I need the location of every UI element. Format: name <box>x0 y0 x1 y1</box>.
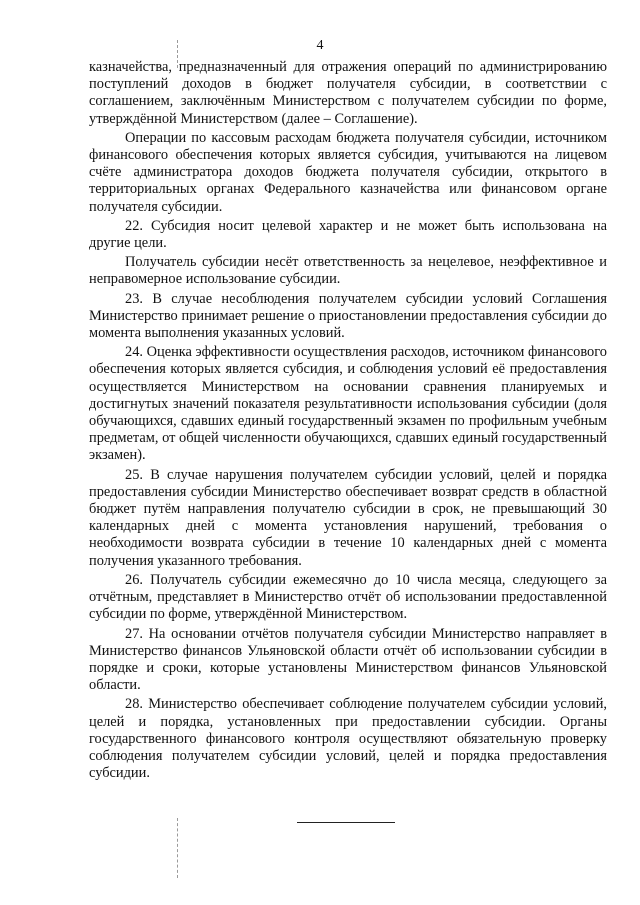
paragraph-26: 26. Получатель субсидии ежемесячно до 10 числа месяца, следующего за отчётным, представляет в Министерство отчёт об использовании предоставленной субсидии по форме, утверждённой Министерством. <box>89 571 607 623</box>
end-of-document-rule <box>297 822 395 823</box>
document-body <box>89 59 607 782</box>
paragraph-28: 28. Министерство обеспечивает соблюдение получателем субсидии условий, целей и порядка, установленных при предоставлении субсидии. Органы государственного финансового контроля осуществляют обязательную проверку соблюдения получателем субсидии условий, целей и порядка предоставления субсидии. <box>89 696 607 782</box>
paragraph-24: 24. Оценка эффективности осуществления расходов, источником финансового обеспечения которых является субсидия, и соблюдения условий её предоставления осуществляется Министерством на основании сравнения планируемых и достигнутых значений показателя результативности использования субсидии (доля обучающихся, сдавших единый государственный экзамен по профильным учебным предметам, от общей численности обучающихся, сдавших единый государственный экзамен). <box>89 344 607 464</box>
paragraph-27: 27. На основании отчётов получателя субсидии Министерство направляет в Министерство финансов Ульяновской области отчёт об использовании субсидии в порядке и сроки, которые установлены Министерством финансов Ульяновской области. <box>89 625 607 694</box>
paragraph-25: 25. В случае нарушения получателем субсидии условий, целей и порядка предоставления субсидии Министерство обеспечивает возврат средств в областной бюджет путём направления получателю субсидии в срок, не превышающий 30 календарных дней с момента установления нарушений, требования о необходимости возврата субсидии в течение 10 календарных дней с момента получения указанного требования. <box>89 466 607 569</box>
paragraph-continued: казначейства, предназначенный для отражения операций по администрированию поступлений доходов в бюджет получателя субсидии, в соответствии с соглашением, заключённым Министерством с получателем субсидии по форме, утверждённой Министерством (далее – Соглашение). <box>89 59 607 127</box>
paragraph-22: 22. Субсидия носит целевой характер и не может быть использована на другие цели. <box>89 217 607 252</box>
page-number: 4 <box>316 38 324 53</box>
scan-artifact-line <box>177 818 178 878</box>
paragraph-operations: Операции по кассовым расходам бюджета получателя субсидии, источником финансового обеспечения которых является субсидия, учитываются на лицевом счёте администратора доходов бюджета получателя субсидии, открытого в территориальных органах Федерального казначейства или финансовом органе получателя субсидии. <box>89 129 607 215</box>
paragraph-23: 23. В случае несоблюдения получателем субсидии условий Соглашения Министерство принимает решение о приостановлении предоставления субсидии до момента выполнения указанных условий. <box>89 290 607 342</box>
paragraph-responsibility: Получатель субсидии несёт ответственность за нецелевое, неэффективное и неправомерное использование субсидии. <box>89 254 607 288</box>
